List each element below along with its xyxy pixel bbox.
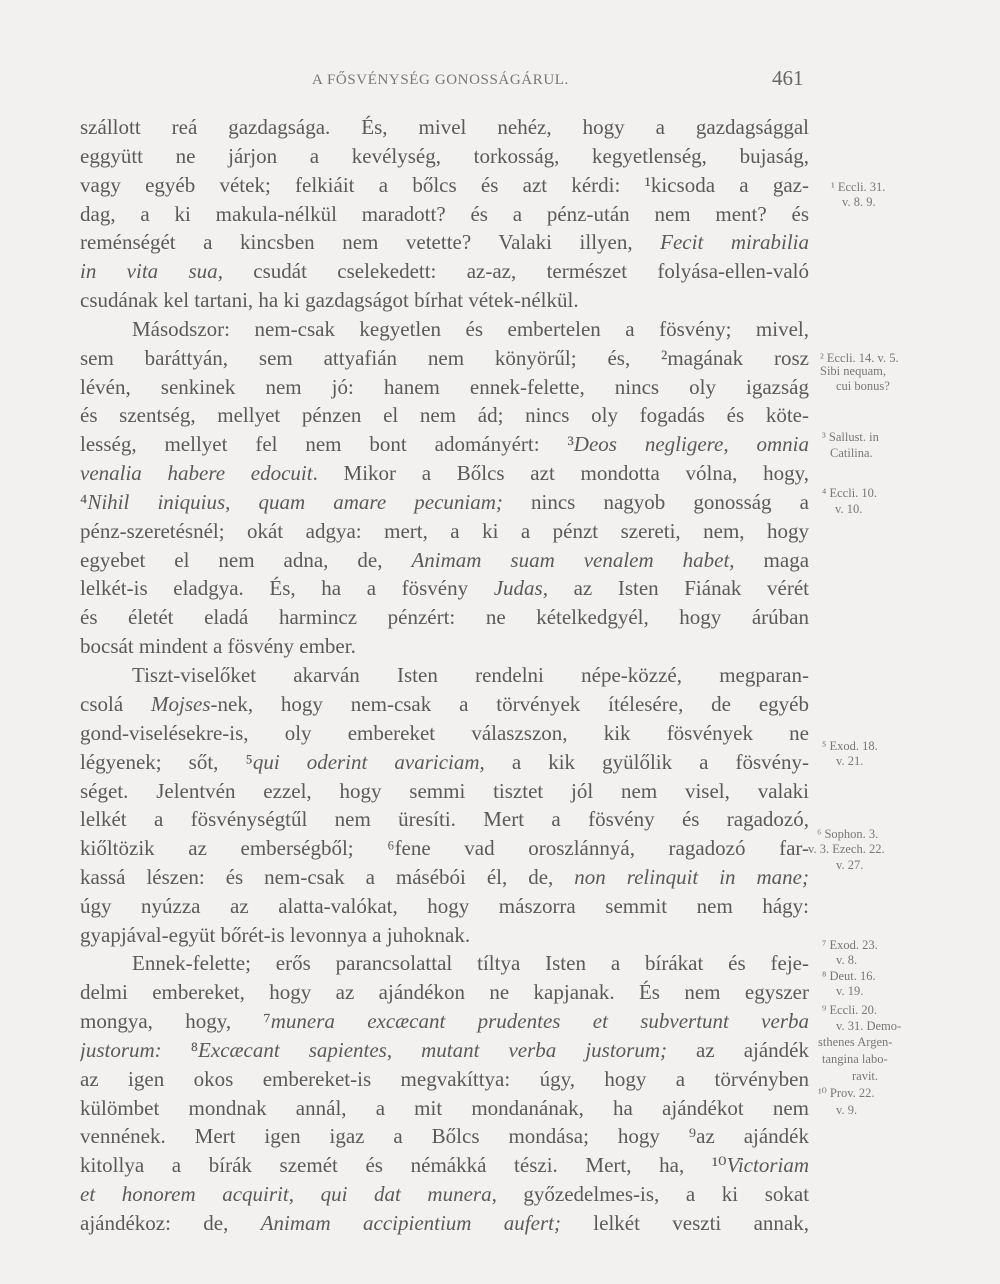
text-line: Tiszt-viselőket akarván Isten rendelni népe-közzé, megparan-: [132, 663, 809, 687]
margin-note: ¹⁰ Prov. 22.: [818, 1086, 875, 1100]
margin-note: ⁸ Deut. 16.: [822, 969, 876, 983]
margin-note: ⁹ Eccli. 20.: [822, 1003, 878, 1017]
margin-note: ravit.: [852, 1069, 879, 1083]
margin-note: Catilina.: [830, 446, 873, 460]
text-line: kiőltözik az emberségből; ⁶fene vad oroszlánnyá, ragadozó far-: [80, 836, 809, 860]
text-line: úgy nyúzza az alatta-valókat, hogy mászorra semmit nem hágy:: [80, 894, 809, 918]
margin-note: v. 9.: [836, 1103, 858, 1117]
text-line: szállott reá gazdagsága. És, mivel nehéz, hogy a gazdagsággal: [80, 115, 809, 139]
text-line: ⁴Nihil iniquius, quam amare pecuniam; nincs nagyob gonosság a: [80, 490, 809, 514]
text-line: bocsát mindent a fösvény ember.: [80, 634, 356, 658]
text-line: venalia habere edocuit. Mikor a Bőlcs azt mondotta vólna, hogy,: [80, 461, 809, 485]
text-line: reménségét a kincsben nem vetette? Valaki illyen, Fecit mirabilia: [80, 230, 809, 254]
margin-note: ⁴ Eccli. 10.: [822, 486, 878, 500]
text-line: kitollya a bírák szemét és némákká tészi. Mert, ha, ¹⁰Victoriam: [80, 1153, 809, 1177]
text-line: justorum: ⁸Excæcant sapientes, mutant verba justorum; az ajándék: [80, 1038, 809, 1062]
text-line: eggyütt ne járjon a kevélység, torkosság, kegyetlenség, bujaság,: [80, 144, 809, 168]
text-line: pénz-szeretésnél; okát adgya: mert, a ki a pénzt szereti, nem, hogy: [80, 519, 809, 543]
text-line: gond-viselésekre-is, oly embereket válaszszon, kik fösvények ne: [80, 721, 809, 745]
text-line: lévén, senkinek nem jó: hanem ennek-felette, nincs oly igazság: [80, 375, 809, 399]
margin-note: ² Eccli. 14. v. 5.: [820, 351, 899, 365]
margin-note: v. 27.: [836, 858, 864, 872]
text-line: légyenek; sőt, ⁵qui oderint avariciam, a kik gyülőlik a fösvény-: [80, 750, 809, 774]
text-line: sem baráttyán, sem attyafián nem könyörűl; és, ²magának rosz: [80, 346, 809, 370]
text-line: csudának kel tartani, ha ki gazdagságot bírhat vétek-nélkül.: [80, 288, 579, 312]
margin-note: v. 8. 9.: [842, 195, 876, 209]
text-line: delmi embereket, hogy az ajándékon ne kapjanak. És nem egyszer: [80, 980, 809, 1004]
text-line: lesség, mellyet fel nem bont adományért: ³Deos negligere, omnia: [80, 432, 809, 456]
text-line: csolá Mojses-nek, hogy nem-csak a törvények ítélesére, de egyéb: [80, 692, 809, 716]
text-line: in vita sua, csudát cselekedett: az-az, természet folyása-ellen-való: [80, 259, 809, 283]
text-line: Ennek-felette; erős parancsolattal tíltya Isten a bírákat és feje-: [132, 951, 809, 975]
margin-note: Sibi nequam,: [820, 364, 886, 378]
margin-note: sthenes Argen-: [818, 1035, 893, 1049]
margin-note: v. 21.: [836, 754, 864, 768]
margin-note: cui bonus?: [836, 379, 890, 393]
text-line: lelkét a fösvénységtűl nem üresíti. Mert a fösvény és ragadozó,: [80, 807, 809, 831]
page-number: 461: [772, 66, 804, 90]
text-line: Másodszor: nem-csak kegyetlen és embertelen a fösvény; mivel,: [132, 317, 809, 341]
margin-note: tangina labo-: [822, 1052, 888, 1066]
text-line: vagy egyéb vétek; felkiáit a bőlcs és azt kérdi: ¹kicsoda a gaz-: [80, 173, 809, 197]
text-line: vennének. Mert igen igaz a Bőlcs mondása; hogy ⁹az ajándék: [80, 1124, 809, 1148]
text-line: ajándékoz: de, Animam accipientium aufert; lelkét veszti annak,: [80, 1211, 809, 1235]
text-line: lelkét-is eladgya. És, ha a fösvény Judas, az Isten Fiának vérét: [80, 576, 809, 600]
margin-note: v. 10.: [835, 502, 863, 516]
margin-note: ¹ Eccli. 31.: [831, 180, 886, 194]
margin-note: ⁵ Exod. 18.: [822, 739, 878, 753]
text-line: külömbet mondnak annál, a mit mondanának, ha ajándékot nem: [80, 1096, 809, 1120]
running-header: A FŐSVÉNYSÉG GONOSSÁGÁRUL.: [312, 72, 569, 88]
margin-note: ⁶ Sophon. 3.: [817, 827, 879, 841]
text-line: séget. Jelentvén ezzel, hogy semmi tisztet jól nem visel, valaki: [80, 779, 809, 803]
margin-note: ³ Sallust. in: [822, 430, 879, 444]
text-line: mongya, hogy, ⁷munera excæcant prudentes et subvertunt verba: [80, 1009, 809, 1033]
margin-note: v. 19.: [836, 984, 864, 998]
text-line: és szentség, mellyet pénzen el nem ád; nincs oly fogadás és köte-: [80, 403, 809, 427]
text-line: egyebet el nem adna, de, Animam suam venalem habet, maga: [80, 548, 809, 572]
margin-note: ⁷ Exod. 23.: [822, 938, 878, 952]
text-line: és életét eladá harmincz pénzért: ne kételkedgyél, hogy árúban: [80, 605, 809, 629]
margin-note: v. 3. Ezech. 22.: [808, 842, 885, 856]
margin-note: v. 8.: [836, 953, 858, 967]
margin-note: v. 31. Demo-: [836, 1019, 902, 1033]
text-line: kassá lészen: és nem-csak a másébói él, de, non relinquit in mane;: [80, 865, 809, 889]
text-line: gyapjával-együt bőrét-is levonnya a juhoknak.: [80, 923, 471, 947]
text-line: dag, a ki makula-nélkül maradott? és a pénz-után nem ment? és: [80, 202, 809, 226]
text-line: et honorem acquirit, qui dat munera, győzedelmes-is, a ki sokat: [80, 1182, 809, 1206]
text-line: az igen okos embereket-is megvakíttya: úgy, hogy a törvényben: [80, 1067, 809, 1091]
